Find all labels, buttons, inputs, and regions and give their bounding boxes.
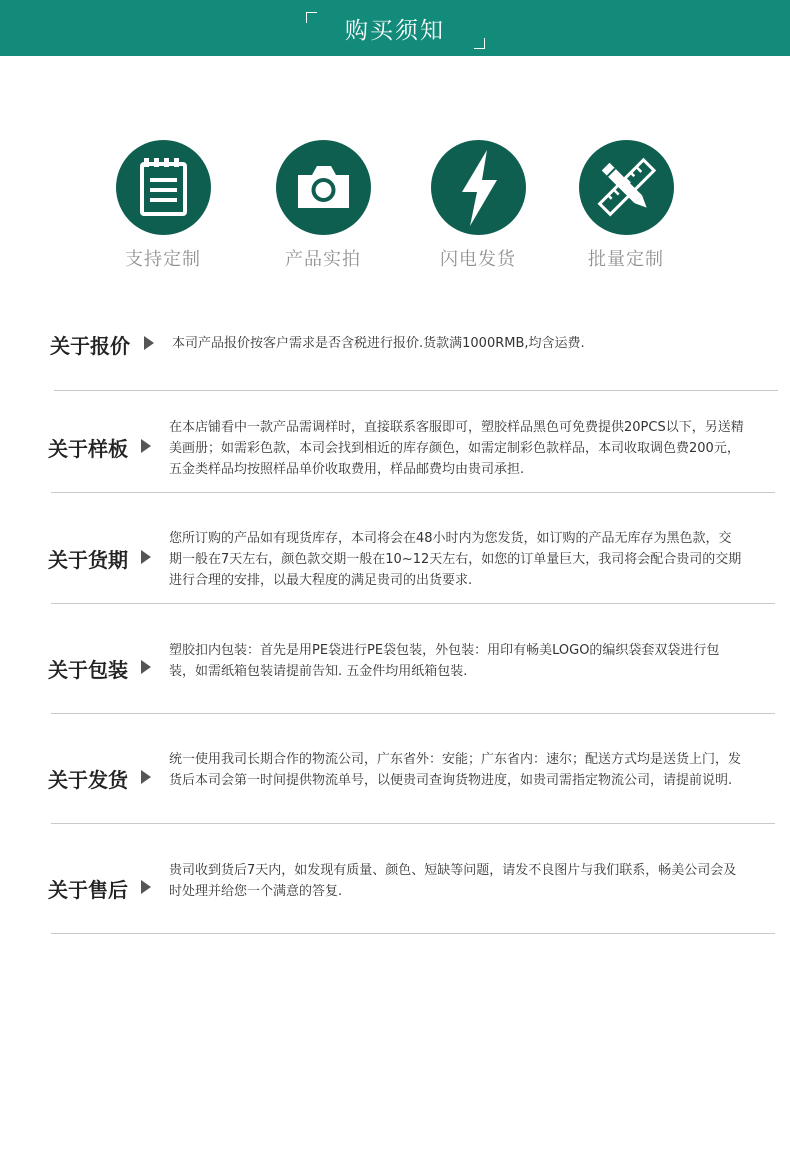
triangle-right-icon — [141, 880, 151, 894]
section-title-packaging: 关于包装 — [48, 658, 128, 682]
corner-bracket-bottom-right — [474, 38, 485, 49]
divider — [51, 492, 775, 493]
divider — [51, 603, 775, 604]
feature-label: 闪电发货 — [440, 249, 516, 270]
divider — [51, 823, 775, 824]
section-title-after-sales: 关于售后 — [48, 878, 128, 902]
pencil-ruler-icon — [579, 140, 674, 235]
page-title: 购买须知 — [345, 18, 445, 44]
lightning-icon — [431, 140, 526, 235]
triangle-right-icon — [141, 770, 151, 784]
triangle-right-icon — [144, 336, 154, 350]
section-title-delivery-time: 关于货期 — [48, 548, 128, 572]
section-text-delivery-time: 您所订购的产品如有现货库存，本司将会在48小时内为您发货，如订购的产品无库存为黑色款，交期一般在7天左右，颜色款交期一般在10~12天左右，如您的订单量巨大，我司将会配合贵司的交期进行合理的安排，以最大程度的满足贵司的出货要求. — [169, 531, 742, 588]
feature-real-photo — [263, 140, 383, 271]
section-text-after-sales: 贵司收到货后7天内，如发现有质量、颜色、短缺等问题，请发不良图片与我们联系，畅美公司会及时处理并给您一个满意的答复. — [169, 863, 737, 899]
feature-bulk-custom — [566, 140, 686, 271]
section-title-sample: 关于样板 — [48, 437, 128, 461]
divider — [54, 390, 778, 391]
notepad-icon — [116, 140, 211, 235]
section-text-shipping: 统一使用我司长期合作的物流公司，广东省外：安能；广东省内：速尔；配送方式均是送货上门，发货后本司会第一时间提供物流单号，以便贵司查询货物进度，如贵司需指定物流公司，请提前说明. — [169, 752, 742, 788]
feature-label: 支持定制 — [125, 249, 201, 270]
section-text-sample: 在本店铺看中一款产品需调样时，直接联系客服即可，塑胶样品黑色可免费提供20PCS以下，另送精美画册；如需彩色款，本司会找到相近的库存颜色，如需定制彩色款样品，本司收取调色费200元，五金类样品均按照样品单价收取费用，样品邮费均由贵司承担. — [169, 420, 744, 477]
header-banner — [0, 0, 790, 56]
feature-label: 产品实拍 — [285, 249, 361, 270]
divider — [51, 933, 775, 934]
feature-custom — [103, 140, 223, 271]
section-title-shipping: 关于发货 — [48, 768, 128, 792]
triangle-right-icon — [141, 439, 151, 453]
section-title-quote: 关于报价 — [50, 334, 130, 358]
triangle-right-icon — [141, 550, 151, 564]
section-text-quote: 本司产品报价按客户需求是否含税进行报价.货款满1000RMB,均含运费. — [172, 336, 585, 351]
feature-fast-shipping — [418, 140, 538, 271]
section-text-packaging: 塑胶扣内包装：首先是用PE袋进行PE袋包装，外包装：用印有畅美LOGO的编织袋套双袋进行包装，如需纸箱包装请提前告知. 五金件均用纸箱包装. — [169, 643, 720, 679]
camera-icon — [276, 140, 371, 235]
feature-label: 批量定制 — [588, 249, 664, 270]
triangle-right-icon — [141, 660, 151, 674]
divider — [51, 713, 775, 714]
